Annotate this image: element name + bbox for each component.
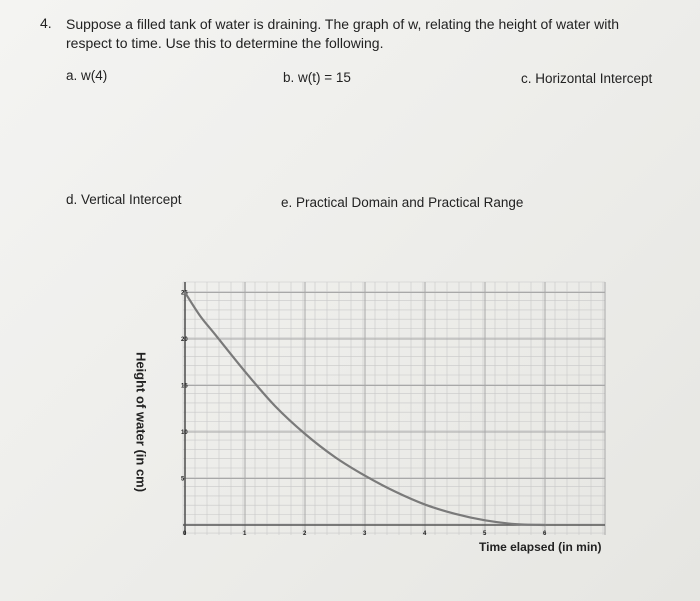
x-tick-label: 2 xyxy=(303,531,307,537)
x-tick-label: 3 xyxy=(363,531,367,537)
x-tick-label: 0 xyxy=(183,531,187,537)
y-tick-label: 15 xyxy=(181,383,188,390)
x-axis-label: Time elapsed (in min) xyxy=(479,540,602,554)
graph-axes xyxy=(183,282,605,535)
question-number: 4. xyxy=(40,15,52,31)
question-text: Suppose a filled tank of water is draining. The graph of w, relating the height of water with respect to time. Use this to determine the following. xyxy=(66,16,620,51)
x-tick-label: 5 xyxy=(483,531,487,537)
part-a-label: a. w(4) xyxy=(66,68,108,83)
x-tick-label: 4 xyxy=(423,531,427,537)
y-tick-label: 10 xyxy=(181,430,188,436)
y-tick-label: 5 xyxy=(181,476,185,483)
y-axis-label: Height of water (in cm) xyxy=(133,351,149,493)
x-tick-label: 6 xyxy=(543,531,547,537)
part-d-label: d. Vertical Intercept xyxy=(66,192,182,207)
y-tick-label: 20 xyxy=(181,337,188,343)
x-tick-label: 1 xyxy=(243,531,247,537)
graph-grid xyxy=(183,282,605,535)
graph-tick-labels xyxy=(181,291,547,538)
part-b-label: b. w(t) = 15 xyxy=(283,70,351,85)
part-c-label: c. Horizontal Intercept xyxy=(521,71,653,86)
y-tick-label: 25 xyxy=(181,290,188,297)
part-e-label: e. Practical Domain and Practical Range xyxy=(281,195,524,210)
